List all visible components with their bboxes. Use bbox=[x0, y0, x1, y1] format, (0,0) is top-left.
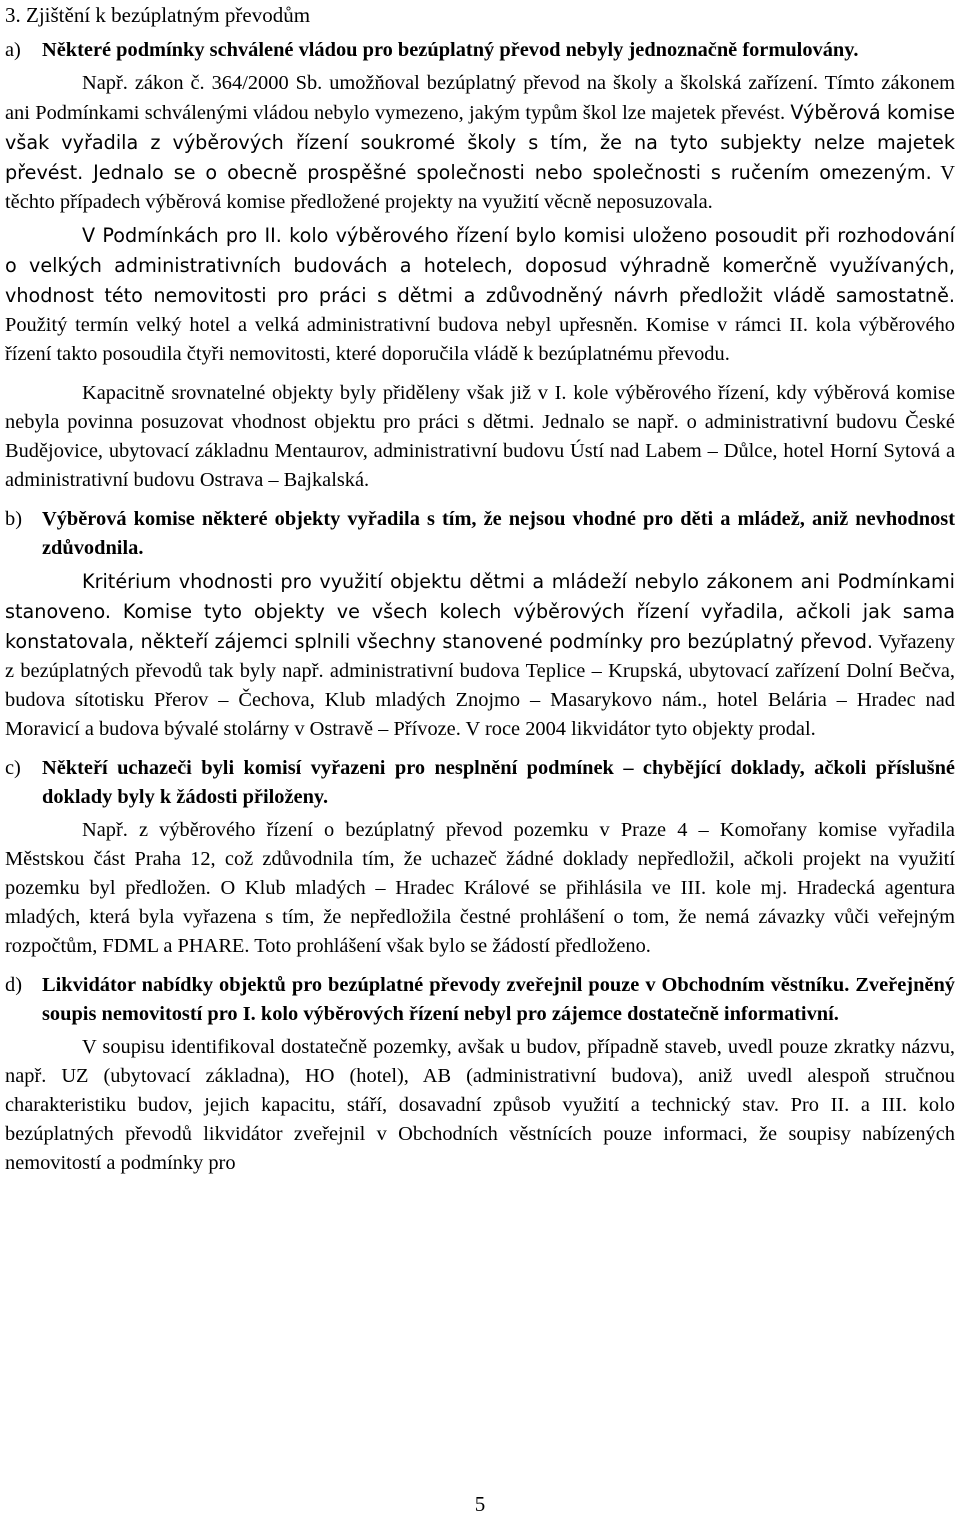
point-a-p1-sans: Výběrová komise však vyřadila z výběrových řízení soukromé školy s tím, že na tyto subjekty nelze majetek převést. Jednalo se o obecně prospěšné společnosti nebo společnosti s ručením omezeným. bbox=[5, 101, 955, 184]
point-c-heading: Někteří uchazeči byli komisí vyřazeni pro nesplnění podmínek – chybějící doklady, ačkoli příslušné doklady byly k žádosti přiloženy. bbox=[42, 757, 955, 808]
point-a-heading: Některé podmínky schválené vládou pro bezúplatný převod nebyly jednoznačně formulovány. bbox=[42, 39, 859, 61]
page-number: 5 bbox=[474, 1492, 486, 1516]
point-b-p1-serif: Vyřazeny z bezúplatných převodů tak byly např. administrativní budova Teplice – Krupská, ubytovací zařízení Dolní Bečva, budova sítotisku Přerov – Čechova, Klub mladých Znojmo – Masarykovo nám., hotel Belária – Hradec nad Moravicí a budova bývalé stolárny v Ostravě – Přívoze. V roce 2004 likvidátor tyto objekty prodal. bbox=[5, 631, 955, 740]
point-a-paragraph-3: Kapacitně srovnatelné objekty byly přiděleny však již v I. kole výběrového řízení, kdy výběrová komise nebyla povinna posuzovat vhodnost objektu pro práci s dětmi. Jednalo se např. o administrativní budovu České Budějovice, ubytovací základnu Mentaurov, administrativní budovu Ústí nad Labem – Důlce, hotel Horní Sytová a administrativní budovu Ostrava – Bajkalská. bbox=[5, 382, 955, 491]
point-b-p1-sans: Kritérium vhodnosti pro využití objektu dětmi a mládeží nebylo zákonem ani Podmínkami stanoveno. Komise tyto objekty ve všech kolech výběrových řízení vyřadila, ačkoli jak sama konstatovala, někteří zájemci splnili všechny stanovené podmínky pro bezúplatný převod. bbox=[5, 570, 955, 653]
point-a-paragraph-2 bbox=[5, 221, 955, 369]
point-c bbox=[5, 754, 955, 812]
point-d bbox=[5, 971, 955, 1029]
point-d-paragraph-1: V soupisu identifikoval dostatečně pozemky, avšak u budov, případně staveb, uvedl pouze zkratky názvu, např. UZ (ubytovací základna), HO (hotel), AB (administrativní budova), aniž uvedl alespoň stručnou charakteristiku budov, jejich kapacitu, stáří, dosavadní způsob využití a technický stav. Pro II. a III. kolo bezúplatných převodů likvidátor zveřejnil v Obchodních věstnících pouze informaci, že soupisy nabízených nemovitostí a podmínky pro bbox=[5, 1036, 955, 1174]
point-a-paragraph-1 bbox=[5, 69, 955, 217]
point-b-marker: b) bbox=[5, 508, 22, 530]
point-b-heading: Výběrová komise některé objekty vyřadila s tím, že nejsou vhodné pro děti a mládež, aniž nevhodnost zdůvodnila. bbox=[42, 508, 955, 559]
point-a-p1-serif-1: Např. zákon č. 364/2000 Sb. umožňoval bezúplatný převod na školy a školská zařízení. Tímto zákonem ani Podmínkami schválenými vládou nebylo vymezeno, jakým typům škol lze majetek převést. bbox=[5, 72, 955, 124]
point-a-p2-serif: Použitý termín velký hotel a velká administrativní budova nebyl upřesněn. Komise v rámci II. kola výběrového řízení takto posoudila čtyři nemovitosti, které doporučila vládě k bezúplatnému převodu. bbox=[5, 314, 955, 365]
point-b bbox=[5, 505, 955, 563]
point-c-paragraph-1: Např. z výběrového řízení o bezúplatný převod pozemku v Praze 4 – Komořany komise vyřadila Městskou část Praha 12, což zdůvodnila tím, že uchazeč žádné doklady nepředložil, ačkoli projekt na využití pozemku byl předložen. O Klub mladých – Hradec Králové se přihlásila ve III. kole mj. Hradecká agentura mladých, která byla vyřazena s tím, že nepředložila čestné prohlášení o tom, že nemá závazky vůči veřejným rozpočtům, FDML a PHARE. Toto prohlášení však bylo se žádostí předloženo. bbox=[5, 819, 955, 957]
point-a-p2-sans: V Podmínkách pro II. kolo výběrového řízení bylo komisi uloženo posoudit při rozhodování o velkých administrativních budovách a hotelech, doposud výhradně komerčně využívaných, vhodnost této nemovitosti pro práci s dětmi a zdůvodněný návrh předložit vládě samostatně. bbox=[5, 224, 955, 307]
document-page bbox=[5, 0, 955, 1178]
point-d-marker: d) bbox=[5, 974, 22, 996]
point-a-p1-serif-2: V těchto případech výběrová komise předložené projekty na využití věcně neposuzovala. bbox=[5, 162, 955, 213]
point-a-marker: a) bbox=[5, 39, 21, 61]
point-a bbox=[5, 36, 955, 65]
point-b-paragraph-1 bbox=[5, 567, 955, 744]
point-d-heading: Likvidátor nabídky objektů pro bezúplatné převody zveřejnil pouze v Obchodním věstníku. Zveřejněný soupis nemovitostí pro I. kolo výběrových řízení nebyl pro zájemce dostatečně informativní. bbox=[42, 974, 955, 1025]
point-c-marker: c) bbox=[5, 757, 21, 779]
section-title: 3. Zjištění k bezúplatným převodům bbox=[5, 3, 311, 27]
